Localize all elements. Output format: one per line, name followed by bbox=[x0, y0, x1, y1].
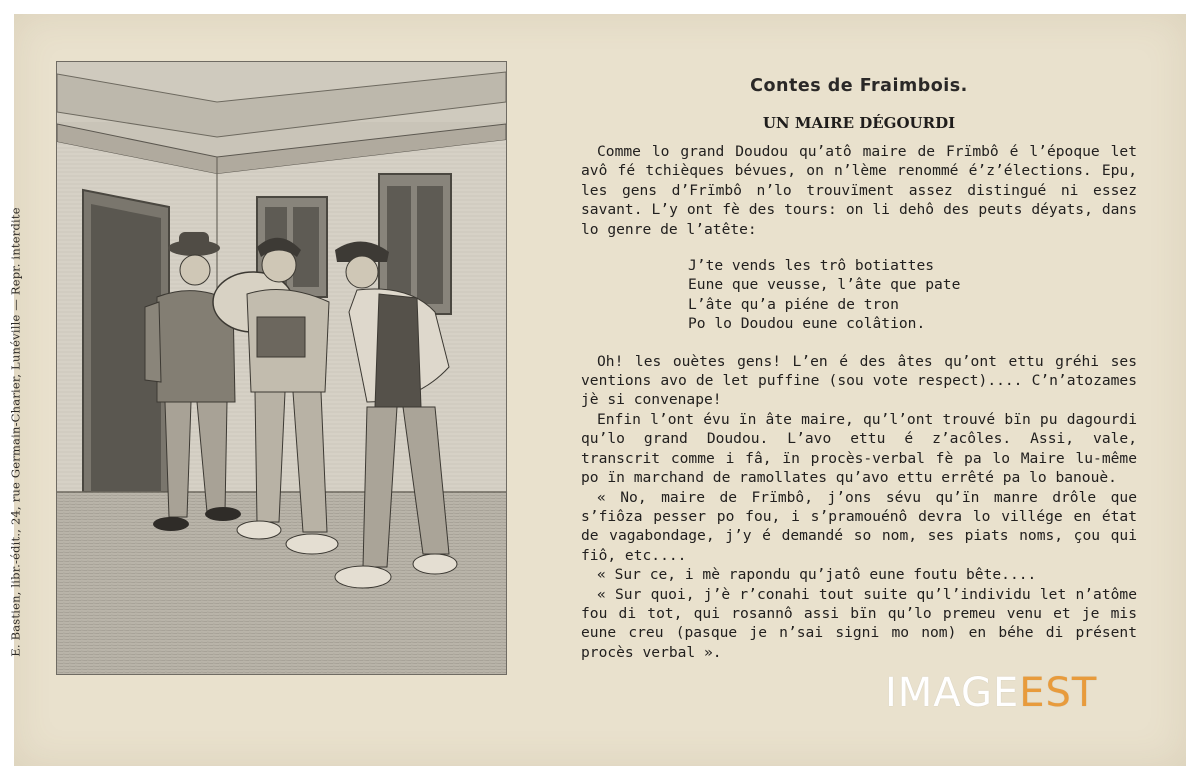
watermark: IMAGEEST bbox=[885, 670, 1098, 716]
poem-line: Eune que veusse, l’âte que pate bbox=[688, 276, 961, 294]
page-title: Contes de Fraimbois. bbox=[750, 76, 968, 96]
poem-line: J’te vends les trô botiattes bbox=[688, 257, 935, 275]
paragraph: Enfin l’ont évu ïn âte maire, qu’l’ont trouvé bïn pu dagourdi qu’lo grand Doudou. L’avo ettu é z’acôles. Assi, vale, transcrit comme i fâ, ïn procès-verbal fè pa lo Maire lu-même po ïn marchand de ramollates qu’avo ettu errêté pa lo banouè. bbox=[581, 410, 1137, 487]
poem-line: Po lo Doudou eune colâtion. bbox=[688, 315, 926, 333]
publisher-credit: E. Bastien, libr.-édit., 24, rue Germain-Charier, Lunéville — Repr. interdite bbox=[9, 207, 23, 657]
paragraph: « Sur quoi, j’è r’conahi tout suite qu’l’individu let n’atôme fou di tot, qui rosannô assi bïn qu’lo premeu venu et je mis eune creu (pasque je n’sai signi mo nom) en béhe di présent procès verbal ». bbox=[581, 585, 1137, 661]
paragraph: Oh! les ouètes gens! L’en é des âtes qu’ont ettu gréhi ses ventions avo de let puffine (sou vote respect).... C’n’atozames jè si convenape! bbox=[581, 352, 1137, 409]
poem-line: L’âte qu’a piéne de tron bbox=[688, 295, 899, 313]
poem bbox=[688, 256, 1137, 334]
postcard bbox=[9, 14, 1186, 766]
story-text bbox=[581, 142, 1137, 662]
paragraph: Comme lo grand Doudou qu’atô maire de Frïmbô é l’époque let avô fé tchièques bévues, on n’lème renommé é’z’élections. Epu, les gens d’Frïmbô n’lo trouvïment assez distingué ni essez savant. L’y ont fè des tours: on li dehô des peuts déyats, dans lo genre de l’atête: bbox=[581, 143, 1137, 238]
paragraph: « No, maire de Frïmbô, j’ons sévu qu’ïn manre drôle que s’fiôza pesser po fou, i s’pramouénô devra lo villége en état de vagabondage, j’y é demandé so nom, ses piats noms, çou qui fiô, etc.... bbox=[581, 488, 1137, 564]
paragraph: « Sur ce, i mè rapondu qu’jatô eune foutu bête.... bbox=[597, 566, 1037, 584]
story-title: UN MAIRE DÉGOURDI bbox=[762, 114, 956, 132]
illustration bbox=[56, 61, 507, 675]
